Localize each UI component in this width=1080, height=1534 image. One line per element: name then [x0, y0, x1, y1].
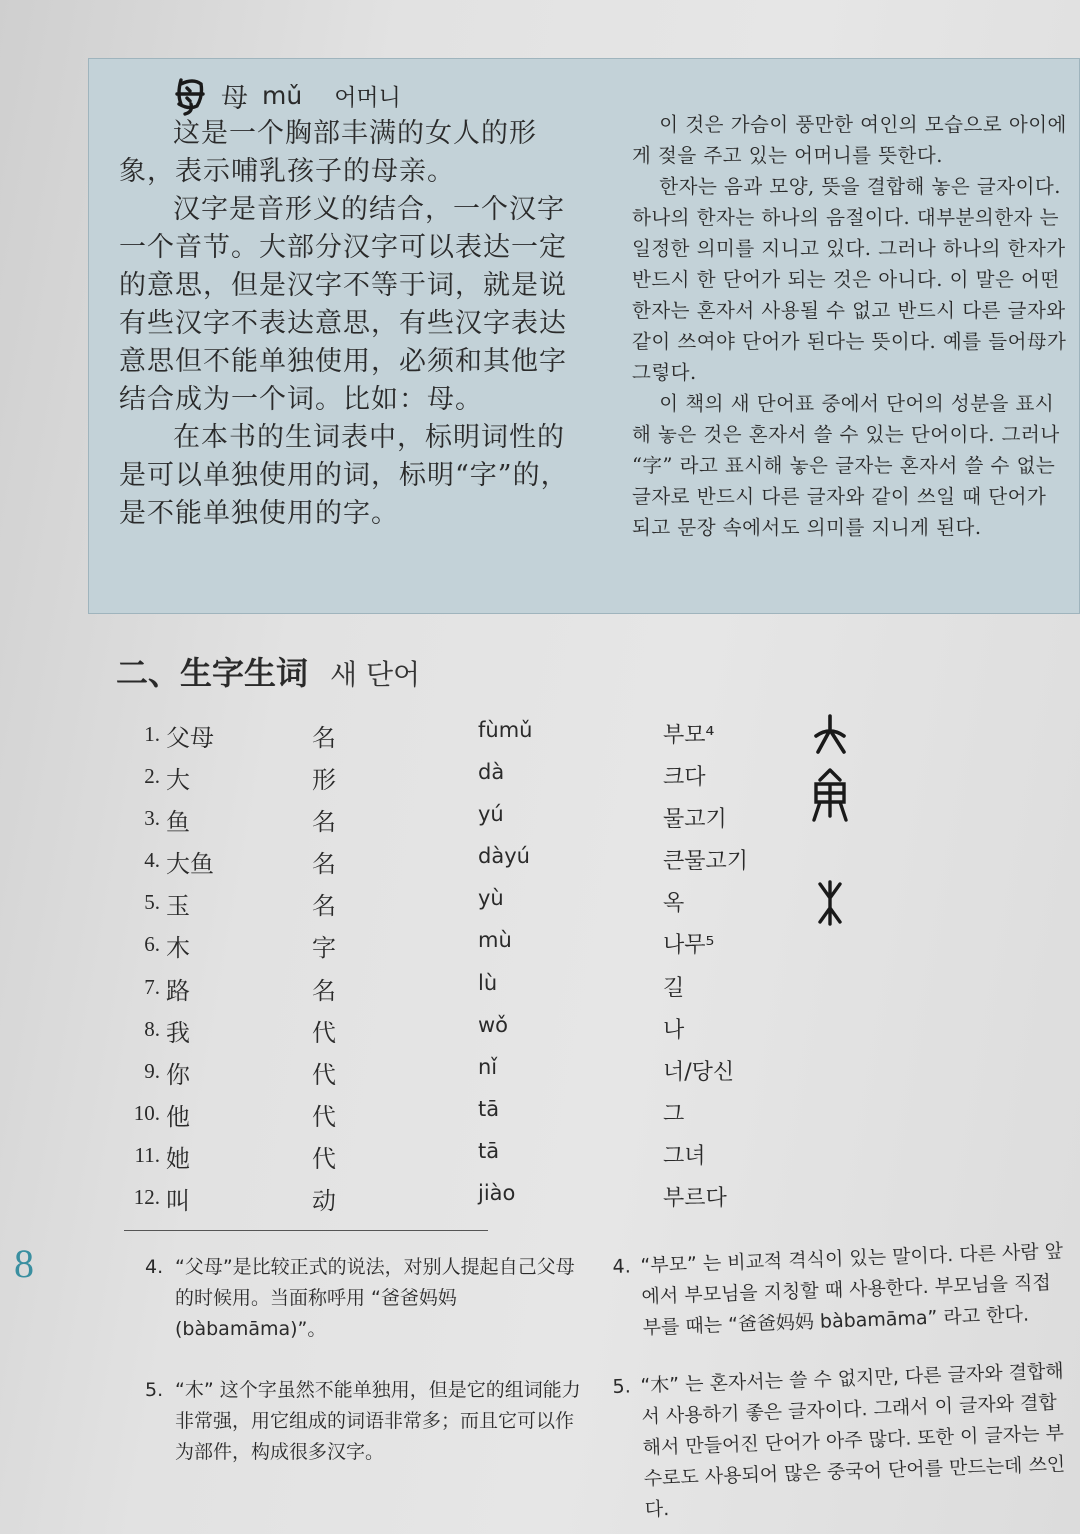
vocab-word: 大 [166, 766, 190, 795]
vocab-word: 叫 [166, 1187, 190, 1216]
footnote-number: 5. [612, 1375, 632, 1398]
vocab-korean: 나무⁵ [663, 933, 715, 959]
vocab-number: 6. [144, 932, 160, 957]
vocab-word: 木 [166, 934, 190, 963]
vocab-word: 她 [166, 1144, 190, 1173]
vocab-korean: 옥 [663, 891, 685, 917]
vocab-number: 12. [133, 1185, 160, 1210]
vocab-number: 10. [133, 1100, 160, 1125]
vocab-part-of-speech: 动 [312, 1187, 336, 1216]
vocab-row [130, 924, 770, 966]
vocab-korean: 크다 [663, 765, 706, 791]
ancient-yu-icon [814, 770, 846, 820]
vocab-pinyin: fùmǔ [478, 718, 533, 742]
vocab-number: 7. [144, 974, 160, 999]
korean-explanation [632, 109, 1072, 543]
vocab-pinyin: tā [478, 1138, 500, 1163]
vocab-word: 路 [166, 976, 190, 1005]
vocab-word: 他 [166, 1102, 190, 1131]
vocab-number: 5. [144, 890, 160, 915]
cn-paragraph-1: 这是一个胸部丰满的女人的形象，表示哺乳孩子的母亲。 [119, 118, 537, 187]
vocab-word: 父母 [166, 724, 214, 752]
vocab-part-of-speech: 名 [312, 724, 336, 752]
vocab-row [130, 1093, 770, 1135]
vocab-row [130, 1177, 770, 1219]
vocab-pinyin: mù [478, 928, 512, 953]
kr-paragraph-1: 이 것은 가슴이 풍만한 여인의 모습으로 아이에게 젖을 주고 있는 어머니를 뜻한다. [632, 113, 1067, 167]
footnote-divider [124, 1230, 488, 1231]
vocab-part-of-speech: 代 [312, 1060, 336, 1089]
kr-paragraph-2: 한자는 음과 모양, 뜻을 결합해 놓은 글자이다. 하나의 한자는 하나의 음절이다. 대부분의한자 는 일정한 의미를 지니고 있다. 그러나 하나의 한자가 반드시 한 단어가 되는 것은 아니다. 이 말은 어떤 한자는 혼자서 사용될 수 없고 반드시 다른 글자와 같이 쓰여야 단어가 된다는 뜻이다. 예를 들어母가 그렇다. [632, 175, 1067, 384]
vocab-word: 我 [166, 1018, 190, 1047]
vocabulary-list [130, 714, 770, 1219]
chinese-explanation [119, 75, 589, 533]
vocab-row [130, 882, 770, 924]
footnote-text: “木” 는 혼자서는 쓸 수 없지만, 다른 글자와 결합해서 사용하기 좋은 글자이다. 그래서 이 글자와 결합해서 만들어진 단어가 아주 많다. 또한 이 글자는 부수로도 사용되어 많은 중국어 단어를 만드는데 쓰인다. [640, 1360, 1066, 1521]
vocab-word: 大鱼 [166, 850, 214, 879]
footnote-text: “부모” 는 비교적 격식이 있는 말이다. 다른 사람 앞에서 부모님을 지칭할 때 사용한다. 부모님을 직접 부를 때는 “爸爸妈妈 bàbamāma” 라고 한다. [640, 1240, 1064, 1339]
vocab-pinyin: dà [478, 760, 505, 785]
vocab-part-of-speech: 代 [312, 1102, 336, 1131]
footnote-cn-5 [145, 1375, 585, 1468]
vocab-korean: 부르다 [663, 1186, 727, 1212]
vocab-row [130, 840, 770, 882]
vocab-row [130, 1009, 770, 1051]
footnote-number: 5. [145, 1379, 164, 1401]
vocab-row [130, 756, 770, 798]
ancient-mu-icon [820, 882, 840, 924]
vocab-part-of-speech: 名 [312, 850, 336, 879]
vocab-word: 你 [166, 1060, 190, 1089]
vocab-pinyin: nǐ [478, 1054, 498, 1079]
footnote-number: 4. [612, 1255, 632, 1278]
character-explanation-box [88, 58, 1080, 614]
vocab-pinyin: dàyú [478, 844, 530, 869]
character-header [173, 75, 589, 115]
cn-paragraph-2: 汉字是音形义的结合，一个汉字一个音节。大部分汉字可以表达一定的意思，但是汉字不等于词，就是说有些汉字不表达意思，有些汉字表达意思但不能单独使用，必须和其他字结合成为一个词。比如：母。 [119, 194, 567, 415]
vocab-number: 11. [134, 1142, 160, 1167]
vocab-korean: 너/당신 [663, 1059, 735, 1085]
vocab-pinyin: yù [478, 886, 504, 911]
footnote-text: “父母”是比较正式的说法，对别人提起自己父母的时候用。当面称呼用 “爸爸妈妈 (bàbamāma)”。 [175, 1256, 575, 1340]
vocab-pinyin: yú [478, 802, 504, 827]
footnote-cn-4 [145, 1252, 585, 1345]
vocab-part-of-speech: 名 [312, 808, 336, 837]
vocab-pinyin: tā [478, 1096, 500, 1121]
footnote-kr-5 [612, 1356, 1073, 1527]
vocab-row [130, 714, 770, 756]
vocab-korean: 길 [663, 975, 685, 1001]
vocab-korean: 부모⁴ [663, 723, 715, 748]
vocab-word: 鱼 [166, 808, 190, 837]
kr-paragraph-3: 이 책의 새 단어표 중에서 단어의 성분을 표시해 놓은 것은 혼자서 쓸 수 있는 단어이다. 그러나 “字” 라고 표시해 놓은 글자는 혼자서 쓸 수 없는 글자로 반드시 다른 글자와 같이 쓰일 때 단어가 되고 문장 속에서도 의미를 지니게 된다. [632, 392, 1060, 539]
vocab-number: 9. [144, 1058, 160, 1083]
vocab-row [130, 1135, 770, 1177]
vocab-part-of-speech: 字 [312, 934, 336, 963]
vocab-number: 8. [144, 1016, 160, 1041]
vocab-part-of-speech: 代 [312, 1144, 336, 1173]
vocab-korean: 그 [663, 1101, 685, 1127]
vocab-pinyin: lù [478, 970, 498, 995]
vocab-number: 3. [144, 806, 160, 831]
vocab-pinyin: wǒ [478, 1012, 509, 1037]
footnote-text: “木” 这个字虽然不能单独用，但是它的组词能力非常强，用它组成的词语非常多；而且它可以作为部件，构成很多汉字。 [175, 1379, 581, 1463]
vocab-korean: 나 [663, 1017, 685, 1043]
vocab-pinyin: jiào [478, 1181, 516, 1206]
head-character: 母 [221, 82, 248, 114]
vocab-korean: 큰물고기 [663, 849, 749, 875]
footnote-kr-4 [612, 1236, 1071, 1345]
head-pinyin: mǔ [262, 80, 303, 110]
vocab-row [130, 967, 770, 1009]
vocab-number: 1. [144, 722, 160, 746]
footnote-number: 4. [145, 1256, 164, 1278]
vocab-korean: 물고기 [663, 807, 727, 833]
vocab-word: 玉 [166, 892, 190, 921]
section-heading [116, 648, 420, 694]
seal-script-mu-icon [173, 74, 207, 116]
vocab-part-of-speech: 形 [312, 766, 336, 795]
vocab-part-of-speech: 代 [312, 1018, 336, 1047]
vocab-number: 2. [144, 764, 160, 789]
section-title: 二、生字生词 [116, 654, 309, 692]
ancient-da-icon [816, 716, 844, 752]
vocab-part-of-speech: 名 [312, 976, 336, 1005]
vocab-row [130, 798, 770, 840]
section-title-korean: 새 단어 [330, 658, 421, 691]
cn-paragraph-3: 在本书的生词表中，标明词性的是可以单独使用的词，标明“字”的，是不能单独使用的字。 [119, 422, 569, 529]
vocab-number: 4. [144, 848, 160, 873]
vocab-row [130, 1051, 770, 1093]
vocab-korean: 그녀 [663, 1143, 706, 1169]
vocab-part-of-speech: 名 [312, 892, 336, 921]
head-korean: 어머니 [334, 84, 401, 111]
page-number: 8 [14, 1241, 34, 1286]
ancient-glyphs [800, 712, 870, 942]
